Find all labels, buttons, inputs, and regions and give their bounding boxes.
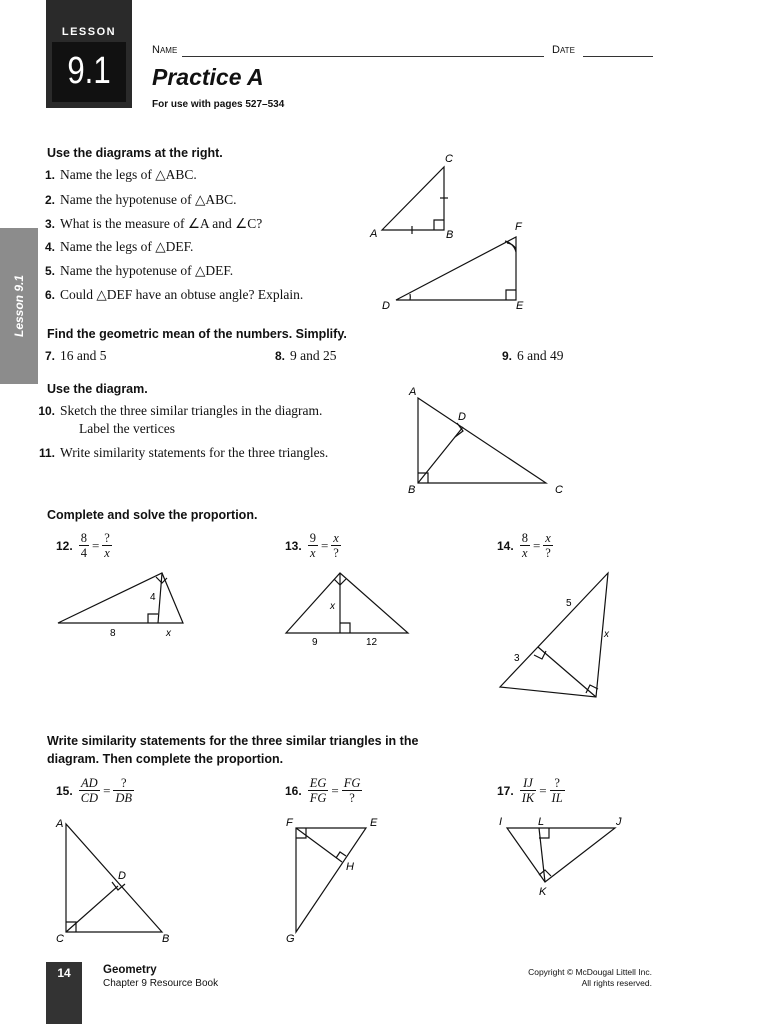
proportion-14: 14. $\frac{8}{x}$ = $\frac{x}{?}$ <box>497 531 551 560</box>
lesson-badge <box>46 0 132 108</box>
label-b: B <box>162 933 170 945</box>
question-2: 2. Name the hypotenuse of △ABC. <box>44 192 237 207</box>
diagram-15 <box>50 812 190 952</box>
diagram-abcd <box>400 380 580 500</box>
label-a: A <box>409 386 417 398</box>
lesson-label: LESSON <box>61 26 117 38</box>
question-6: 6. Could △DEF have an obtuse angle? Explain. <box>44 287 304 302</box>
label-x: x <box>166 628 171 639</box>
diagram-16 <box>280 812 390 947</box>
label-i: I <box>499 816 503 828</box>
label-5: 5 <box>566 598 572 609</box>
name-label: Name <box>152 44 178 56</box>
diagram-abc-def <box>360 145 540 315</box>
label-c: C <box>555 484 563 496</box>
diagram-12 <box>50 565 200 645</box>
label-12: 12 <box>366 637 378 648</box>
label-f: F <box>515 221 522 233</box>
proportion-17: 17. $\frac{IJ}{IK}$ = $\frac{?}{IL}$ <box>497 776 563 805</box>
label-b: B <box>408 484 416 496</box>
lesson-number: 9.1 <box>67 50 111 92</box>
label-a: A <box>56 818 64 830</box>
page-number-badge <box>46 962 82 1024</box>
label-b: B <box>446 229 454 241</box>
label-a: A <box>370 228 378 240</box>
label-h: H <box>346 861 354 873</box>
section2-heading: Find the geometric mean of the numbers. Simplify. <box>47 327 347 341</box>
page-number: 14 <box>57 966 71 980</box>
question-4: 4. Name the legs of △DEF. <box>44 239 194 254</box>
question-3: 3. What is the measure of ∠A and ∠C? <box>44 216 263 231</box>
label-g: G <box>286 933 295 945</box>
label-e: E <box>370 817 378 829</box>
page-title: Practice A <box>152 64 264 90</box>
proportion-13: 13. $\frac{9}{x}$ = $\frac{x}{?}$ <box>285 531 339 560</box>
label-d: D <box>458 411 466 423</box>
footer-book-subtitle: Chapter 9 Resource Book <box>103 978 219 989</box>
section1-heading: Use the diagrams at the right. <box>47 146 223 160</box>
diagram-17 <box>495 810 635 900</box>
side-tab-label: Lesson 9.1 <box>12 274 26 338</box>
label-8: 8 <box>110 628 116 639</box>
label-c: C <box>445 153 453 165</box>
diagram-13 <box>280 565 420 655</box>
question-11: 11. Write similarity statements for the three triangles. <box>38 445 329 460</box>
proportion-16: 16. $\frac{EG}{FG}$ = $\frac{FG}{?}$ <box>285 776 361 805</box>
question-9: 9. 6 and 49 <box>501 348 564 363</box>
proportion-12: 12. $\frac{8}{4}$ = $\frac{?}{x}$ <box>56 531 110 560</box>
label-x: x <box>604 629 609 640</box>
page-subtitle: For use with pages 527–534 <box>152 99 285 110</box>
diagram-14 <box>490 565 630 705</box>
triangle-abc <box>382 167 448 234</box>
label-4: 4 <box>150 592 156 603</box>
label-l: L <box>538 816 545 828</box>
question-1: 1. Name the legs of △ABC. <box>44 167 197 182</box>
label-f: F <box>286 817 293 829</box>
question-10: 10. Sketch the three similar triangles in the diagram. <box>38 403 323 418</box>
question-5: 5. Name the hypotenuse of △DEF. <box>44 263 234 278</box>
date-line <box>583 56 653 57</box>
question-8: 8. 9 and 25 <box>274 348 337 363</box>
date-label: Date <box>552 44 575 56</box>
footer-copyright-2: All rights reserved. <box>581 978 652 988</box>
label-c: C <box>56 933 64 945</box>
label-j: J <box>616 816 622 828</box>
question-10-line2: Label the vertices <box>79 421 175 436</box>
label-e: E <box>516 300 524 312</box>
label-3: 3 <box>514 653 520 664</box>
section3-heading: Use the diagram. <box>47 382 148 396</box>
label-x: x <box>330 601 335 612</box>
label-9: 9 <box>312 637 318 648</box>
footer-book-title: Geometry <box>103 964 157 976</box>
label-k: K <box>539 886 547 898</box>
footer-copyright-1: Copyright © McDougal Littell Inc. <box>528 967 652 977</box>
proportion-15: 15. $\frac{AD}{CD}$ = $\frac{?}{DB}$ <box>56 776 133 805</box>
section5-heading-line2: diagram. Then complete the proportion. <box>47 752 284 766</box>
section5-heading-line1: Write similarity statements for the three similar triangles in the <box>47 734 419 748</box>
triangle-def <box>396 237 516 300</box>
section4-heading: Complete and solve the proportion. <box>47 508 258 522</box>
question-7: 7. 16 and 5 <box>44 348 107 363</box>
triangle-abc-altitude <box>418 398 546 483</box>
label-d: D <box>118 870 126 882</box>
label-d: D <box>382 300 390 312</box>
name-line <box>182 56 544 57</box>
